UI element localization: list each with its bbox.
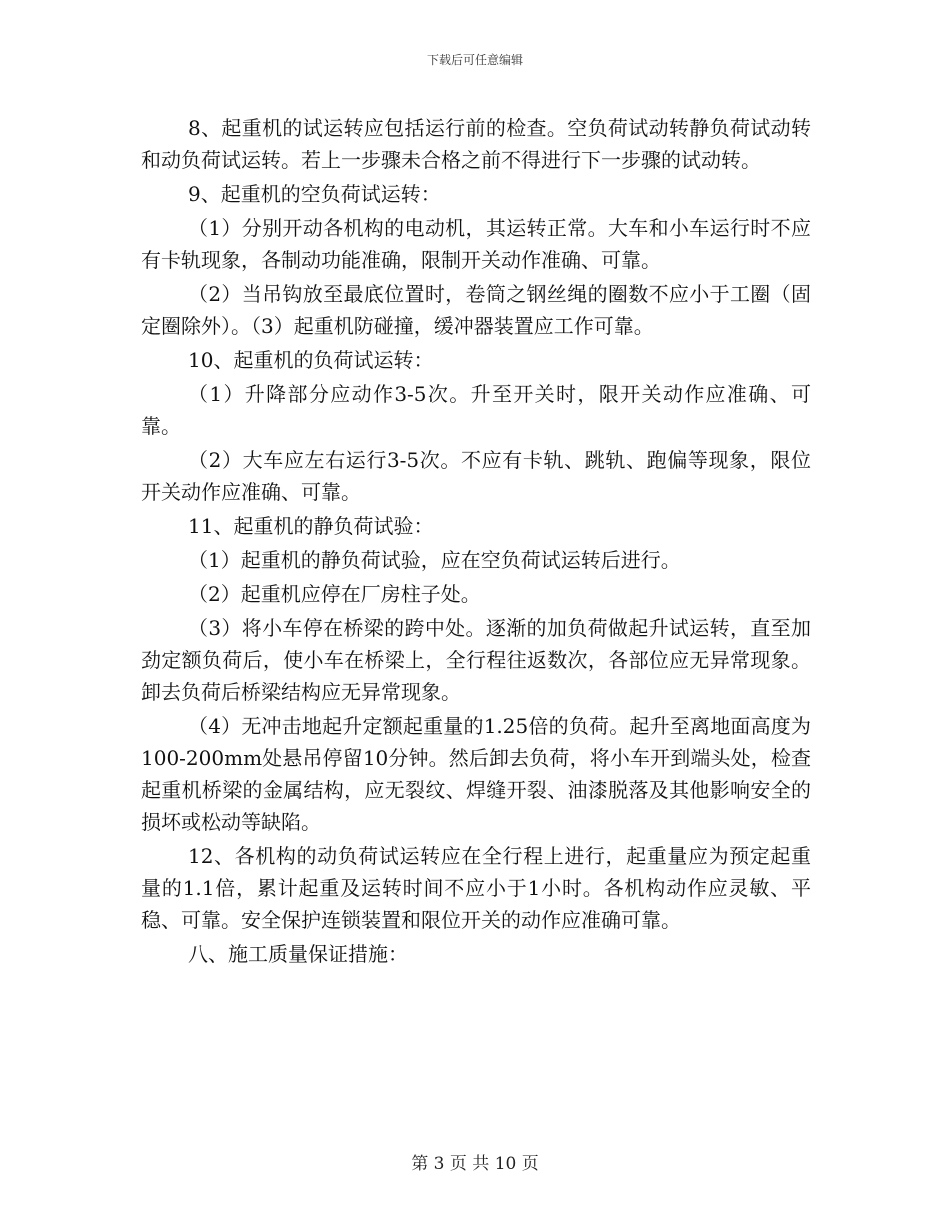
paragraph-11-item-4: （4）无冲击地起升定额起重量的1.25倍的负荷。起升至离地面高度为100-200mm处悬吊停留10分钟。然后卸去负荷，将小车开到端头处，检查起重机桥梁的金属结构，应无裂纹、焊缝开裂、油漆脱落及其他影响安全的损坏或松动等缺陷。 — [141, 714, 811, 834]
paragraph-8: 8、起重机的试运转应包括运行前的检查。空负荷试动转静负荷试动转和动负荷试运转。若上一步骤未合格之前不得进行下一步骤的试动转。 — [141, 116, 811, 172]
page-number: 第 3 页 共 10 页 — [411, 1154, 539, 1174]
paragraph-12: 12、各机构的动负荷试运转应在全行程上进行，起重量应为预定起重量的1.1倍，累计起重及运转时间不应小于1小时。各机构动作应灵敏、平稳、可靠。安全保护连锁装置和限位开关的动作应准确可靠。 — [141, 844, 811, 932]
paragraph-11-item-3: （3）将小车停在桥梁的跨中处。逐渐的加负荷做起升试运转，直至加劲定额负荷后，使小车在桥梁上，全行程往返数次，各部位应无异常现象。卸去负荷后桥梁结构应无异常现象。 — [141, 616, 811, 704]
paragraph-11-item-1: （1）起重机的静负荷试验，应在空负荷试运转后进行。 — [188, 548, 681, 572]
paragraph-9-item-2-3: （2）当吊钩放至最底位置时，卷筒之钢丝绳的圈数不应小于工圈（固定圈除外）。（3）起重机防碰撞，缓冲器装置应工作可靠。 — [141, 282, 811, 338]
paragraph-10-item-1: （1）升降部分应动作3-5次。升至开关时，限开关动作应准确、可靠。 — [141, 382, 811, 438]
document-body — [141, 112, 811, 972]
paragraph-9-heading: 9、起重机的空负荷试运转： — [188, 182, 441, 206]
paragraph-10-item-2: （2）大车应左右运行3-5次。不应有卡轨、跳轨、跑偏等现象，限位开关动作应准确、可靠。 — [141, 448, 811, 504]
paragraph-11-heading: 11、起重机的静负荷试验： — [188, 514, 434, 538]
paragraph-11-item-2: （2）起重机应停在厂房柱子处。 — [188, 582, 481, 606]
paragraph-10-heading: 10、起重机的负荷试运转： — [188, 348, 434, 372]
page-header: 下载后可任意编辑 — [426, 53, 523, 67]
section-8-heading: 八、施工质量保证措施： — [188, 942, 408, 966]
paragraph-9-item-1: （1）分别开动各机构的电动机，其运转正常。大车和小车运行时不应有卡轨现象，各制动功能准确，限制开关动作准确、可靠。 — [141, 216, 811, 272]
